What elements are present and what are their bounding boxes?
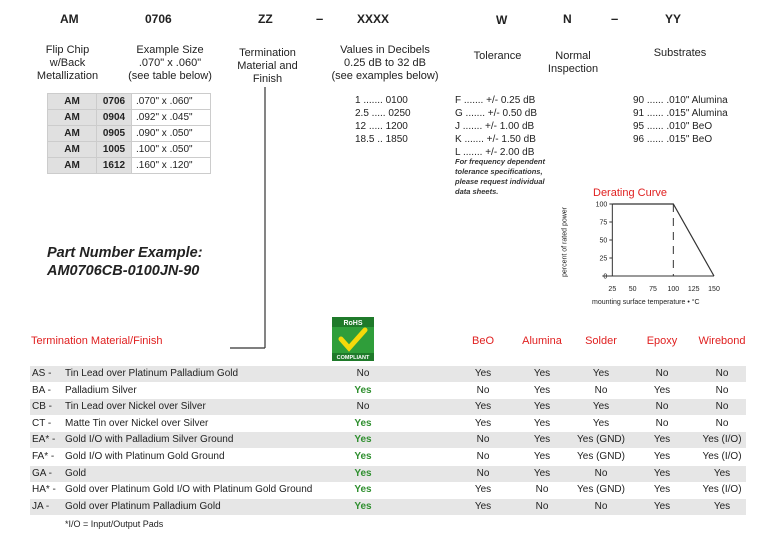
- derating-title: Derating Curve: [593, 187, 667, 199]
- row-rohs-value: Yes: [354, 417, 372, 429]
- row-code: FA* -: [32, 451, 55, 462]
- row-description: Tin Lead over Nickel over Silver: [65, 401, 206, 413]
- part-number-example-value: AM0706CB-0100JN-90: [47, 263, 200, 279]
- size-table-cell: AM: [48, 94, 97, 110]
- svg-text:COMPLIANT: COMPLIANT: [336, 355, 370, 361]
- row-value: Yes: [653, 467, 671, 479]
- row-value: No: [655, 401, 669, 413]
- pn-yy: YY: [665, 12, 682, 26]
- table-row: [30, 399, 746, 415]
- row-value: No: [476, 434, 490, 446]
- derating-y-tick-label: 0: [603, 273, 608, 281]
- tolerance-item: G ....... +/- 0.50 dB: [455, 108, 537, 119]
- row-value: Yes: [474, 368, 492, 379]
- table-row: [30, 499, 746, 515]
- row-value: Yes (GND): [577, 451, 625, 462]
- row-value: Yes: [533, 401, 551, 413]
- derating-x-tick-label: 150: [708, 286, 720, 293]
- row-value: No: [715, 368, 729, 379]
- size-table-cell: AM: [48, 126, 97, 142]
- row-description: Gold I/O with Palladium Silver Ground: [65, 434, 234, 446]
- row-value: No: [655, 368, 669, 379]
- svg-text:RoHS: RoHS: [343, 320, 363, 327]
- derating-chart: [572, 198, 722, 298]
- row-value: No: [476, 467, 490, 479]
- size-table-cell: AM: [48, 142, 97, 158]
- row-value: Yes: [713, 467, 731, 479]
- normal-inspection-label: Normal Inspection: [547, 50, 599, 75]
- pn-xxxx: XXXX: [357, 12, 390, 26]
- row-value: Yes: [592, 417, 610, 429]
- row-value: No: [476, 451, 490, 462]
- size-table-cell: 1005: [97, 142, 132, 158]
- table-row: [30, 432, 746, 448]
- row-rohs-value: Yes: [354, 434, 372, 446]
- col-header-solder: Solder: [585, 335, 617, 347]
- size-table-cell: .100" x .050": [132, 142, 211, 158]
- substrate-item: 95 ...... .010" BeO: [633, 121, 713, 132]
- rohs-compliant-logo: [332, 317, 374, 361]
- row-value: No: [594, 467, 608, 479]
- pn-dash-1: –: [316, 11, 324, 26]
- row-value: Yes: [653, 451, 671, 462]
- derating-x-tick-label: 25: [608, 286, 617, 293]
- row-value: Yes: [533, 384, 551, 396]
- row-value: Yes: [533, 451, 551, 462]
- substrates-label: Substrates: [653, 47, 707, 59]
- row-value: No: [535, 500, 549, 512]
- table-row: [30, 383, 746, 399]
- row-value: Yes: [474, 484, 492, 496]
- io-footnote: *I/O = Input/Output Pads: [65, 519, 164, 529]
- row-code: CT -: [32, 417, 52, 429]
- values-item: 2.5 ..... 0250: [355, 108, 411, 119]
- derating-series-line: [612, 204, 714, 276]
- size-table-cell: .092" x .045": [132, 110, 211, 126]
- values-item: 1 ....... 0100: [355, 95, 408, 106]
- flip-chip-label: Flip Chip w/Back Metallization: [36, 44, 99, 82]
- pn-size: 0706: [145, 12, 172, 26]
- values-item: 18.5 .. 1850: [355, 134, 408, 145]
- row-value: No: [715, 417, 729, 429]
- term-table-title: Termination Material/Finish: [31, 335, 163, 347]
- size-table-cell: 0706: [97, 94, 132, 110]
- row-rohs-value: Yes: [354, 384, 372, 396]
- row-value: No: [655, 417, 669, 429]
- row-value: Yes: [713, 500, 731, 512]
- row-value: Yes: [653, 384, 671, 396]
- substrate-item: 90 ...... .010" Alumina: [633, 95, 728, 106]
- size-table-cell: .070" x .060": [132, 94, 211, 110]
- row-code: JA -: [32, 500, 50, 512]
- row-description: Gold over Platinum Gold I/O with Platinum Gold Ground: [65, 484, 313, 496]
- derating-x-tick-label: 125: [687, 286, 700, 293]
- table-row: [30, 482, 746, 498]
- row-value: Yes: [533, 368, 551, 379]
- row-value: No: [594, 500, 608, 512]
- row-value: No: [535, 484, 549, 496]
- row-value: No: [476, 384, 490, 396]
- row-rohs-value: No: [356, 401, 370, 413]
- row-code: BA -: [32, 384, 51, 396]
- col-header-alumina: Alumina: [522, 335, 562, 347]
- col-header-epoxy: Epoxy: [646, 335, 678, 347]
- tolerance-note: For frequency dependent tolerance specifications, please request individual data sheets.: [455, 157, 546, 196]
- table-row: [30, 416, 746, 432]
- derating-x-tick-label: 75: [649, 286, 657, 293]
- table-row: [30, 449, 746, 465]
- part-number-example-title: Part Number Example:: [47, 245, 203, 261]
- row-description: Gold I/O with Platinum Gold Ground: [65, 451, 225, 462]
- row-description: Tin Lead over Platinum Palladium Gold: [65, 368, 239, 379]
- row-description: Palladium Silver: [65, 384, 137, 396]
- size-table-cell: .090" x .050": [132, 126, 211, 142]
- row-rohs-value: No: [356, 368, 370, 379]
- table-row: [30, 466, 746, 482]
- pn-w: W: [496, 13, 508, 27]
- row-code: GA -: [32, 467, 53, 479]
- row-description: Gold over Platinum Palladium Gold: [65, 500, 221, 512]
- size-table-cell: 1612: [97, 158, 132, 174]
- row-code: CB -: [32, 401, 52, 413]
- derating-y-tick-label: 100: [595, 201, 608, 209]
- derating-xlabel: mounting surface temperature • °C: [592, 299, 700, 306]
- table-row: [30, 366, 746, 382]
- row-code: AS -: [32, 368, 52, 379]
- row-value: No: [715, 384, 729, 396]
- pn-dash-2: –: [611, 11, 619, 26]
- row-value: Yes: [474, 417, 492, 429]
- values-item: 12 ..... 1200: [355, 121, 408, 132]
- row-value: Yes: [592, 401, 610, 413]
- row-value: Yes: [474, 401, 492, 413]
- row-value: Yes: [533, 417, 551, 429]
- row-value: No: [715, 401, 729, 413]
- values-label: Values in Decibels 0.25 dB to 32 dB (see examples below): [331, 44, 439, 82]
- derating-ylabel: percent of rated power: [561, 206, 569, 278]
- row-value: Yes (GND): [577, 484, 625, 496]
- size-table-cell: 0904: [97, 110, 132, 126]
- row-value: Yes: [653, 500, 671, 512]
- pn-n: N: [563, 12, 572, 26]
- row-rohs-value: Yes: [354, 500, 372, 512]
- derating-x-tick-label: 100: [667, 286, 680, 293]
- row-value: Yes: [474, 500, 492, 512]
- tolerance-label: Tolerance: [473, 50, 522, 62]
- size-table-cell: .160" x .120": [132, 158, 211, 174]
- row-value: Yes (I/O): [702, 484, 742, 496]
- example-size-label: Example Size .070" x .060" (see table below): [128, 44, 212, 82]
- row-description: Matte Tin over Nickel over Silver: [65, 417, 209, 429]
- derating-y-tick-label: 75: [599, 219, 608, 227]
- row-rohs-value: Yes: [354, 467, 372, 479]
- derating-y-tick-label: 50: [599, 237, 608, 245]
- derating-x-tick-label: 50: [628, 286, 637, 293]
- size-table-cell: 0905: [97, 126, 132, 142]
- row-value: Yes: [653, 434, 671, 446]
- row-value: Yes: [533, 434, 551, 446]
- pn-zz: ZZ: [258, 12, 273, 26]
- row-value: No: [594, 384, 608, 396]
- row-value: Yes: [533, 467, 551, 479]
- size-table-cell: AM: [48, 158, 97, 174]
- substrate-item: 91 ...... .015" Alumina: [633, 108, 728, 119]
- col-header-beo: BeO: [471, 335, 494, 347]
- tolerance-item: F ....... +/- 0.25 dB: [455, 95, 536, 106]
- row-rohs-value: Yes: [354, 484, 372, 496]
- row-value: Yes (I/O): [702, 434, 742, 446]
- row-code: EA* -: [32, 434, 56, 446]
- col-header-wirebond: Wirebond: [698, 335, 746, 347]
- derating-y-tick-label: 25: [599, 255, 608, 263]
- tolerance-item: J ....... +/- 1.00 dB: [455, 121, 535, 132]
- termination-label: Termination Material and Finish: [237, 47, 298, 85]
- row-value: Yes: [592, 368, 610, 379]
- row-value: Yes (GND): [577, 434, 625, 446]
- row-code: HA* -: [32, 484, 56, 496]
- substrate-item: 96 ...... .015" BeO: [633, 134, 713, 145]
- pn-am: AM: [60, 12, 79, 26]
- row-value: Yes: [653, 484, 671, 496]
- row-rohs-value: Yes: [354, 451, 372, 462]
- tolerance-item: K ....... +/- 1.50 dB: [455, 134, 536, 145]
- size-table-cell: AM: [48, 110, 97, 126]
- tolerance-item: L ....... +/- 2.00 dB: [455, 147, 535, 158]
- row-value: Yes (I/O): [702, 451, 742, 462]
- row-description: Gold: [65, 467, 87, 479]
